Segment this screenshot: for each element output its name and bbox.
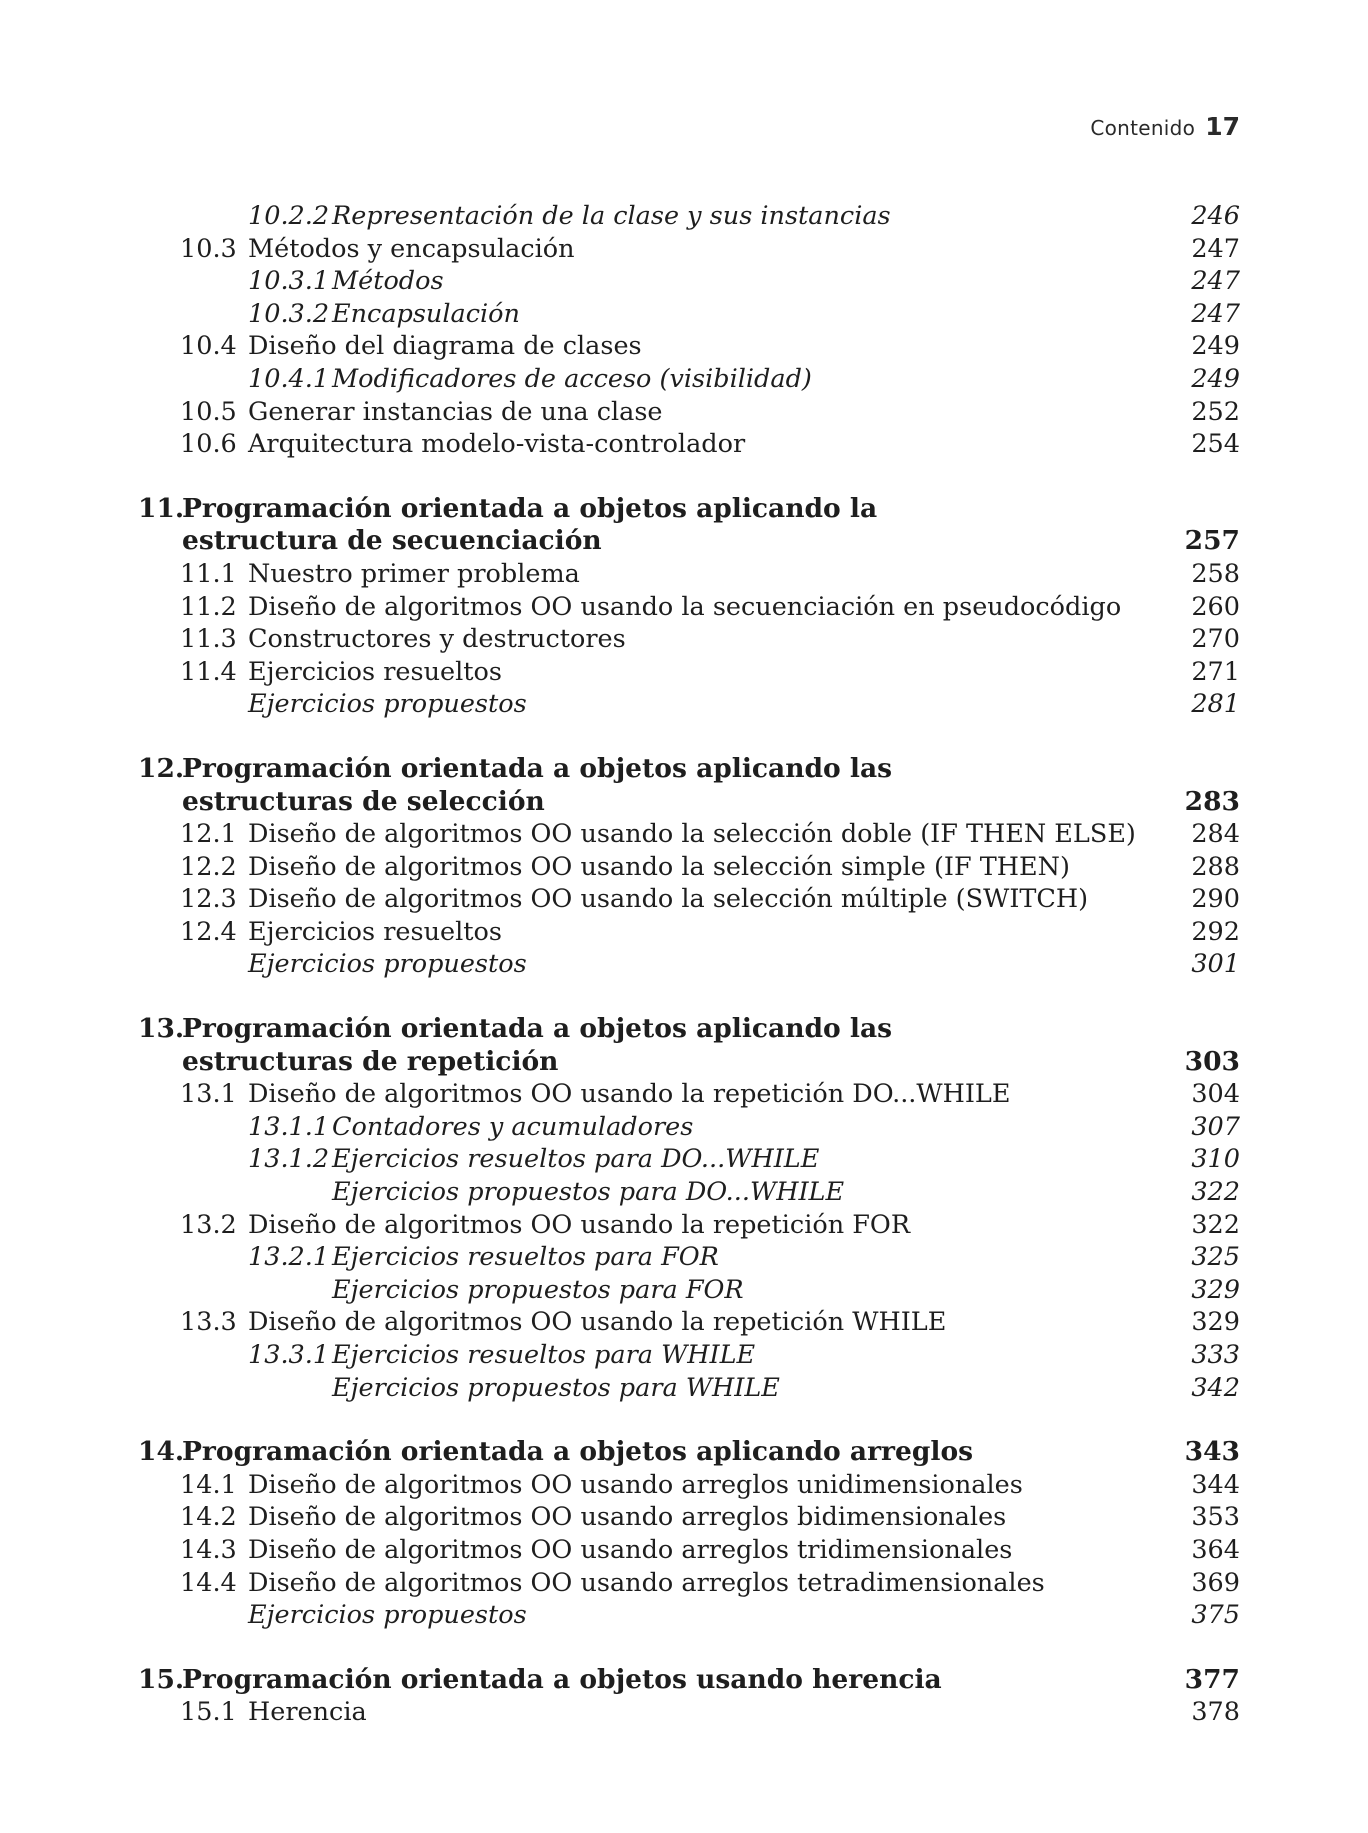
toc-entry[interactable] (0, 688, 1368, 721)
toc-entry[interactable] (0, 1372, 1368, 1405)
entry-title: Diseño de algoritmos OO usando la selección simple (IF THEN) (248, 851, 1070, 882)
chapter-entry[interactable] (0, 525, 1368, 558)
entry-number: 12.1 (180, 819, 237, 850)
entry-page-number: 260 (1191, 591, 1240, 622)
entry-title: Ejercicios propuestos para WHILE (332, 1372, 780, 1403)
entry-page-number: 247 (1191, 233, 1240, 264)
entry-title: Contadores y acumuladores (332, 1111, 694, 1142)
entry-page-number: 288 (1191, 851, 1240, 882)
toc-entry[interactable] (0, 330, 1368, 363)
entry-number: 10.3 (180, 233, 237, 264)
toc-entry[interactable] (0, 1469, 1368, 1502)
entry-title: Ejercicios propuestos (248, 689, 527, 720)
entry-title: Encapsulación (332, 298, 520, 329)
entry-number: 10.3.1 (248, 266, 330, 297)
section-gap (0, 1404, 1368, 1436)
chapter-entry[interactable] (0, 1046, 1368, 1079)
toc-entry[interactable] (0, 948, 1368, 981)
entry-page-number: 344 (1191, 1469, 1240, 1500)
entry-page-number: 258 (1191, 558, 1240, 589)
entry-title: estructura de secuenciación (182, 525, 602, 557)
entry-page-number: 342 (1191, 1372, 1240, 1403)
entry-title: Ejercicios propuestos para DO...WHILE (332, 1177, 845, 1208)
entry-page-number: 333 (1191, 1340, 1240, 1370)
entry-page-number: 247 (1191, 298, 1240, 329)
running-header (1090, 112, 1240, 141)
entry-title: Ejercicios propuestos para FOR (332, 1274, 744, 1305)
entry-number: 12.3 (180, 884, 237, 915)
entry-page-number: 247 (1191, 266, 1240, 297)
entry-title: Diseño de algoritmos OO usando arreglos unidimensionales (248, 1469, 1023, 1500)
entry-title: Programación orientada a objetos aplicando las (182, 1013, 893, 1045)
entry-title: Ejercicios resueltos (248, 656, 502, 687)
chapter-entry[interactable] (0, 493, 1368, 526)
entry-number: 12.4 (180, 916, 237, 947)
toc-entry[interactable] (0, 1111, 1368, 1144)
toc-entry[interactable] (0, 818, 1368, 851)
entry-title: Ejercicios propuestos (248, 1600, 527, 1631)
entry-page-number: 353 (1191, 1502, 1240, 1533)
entry-title: Herencia (248, 1697, 367, 1728)
entry-number: 11.4 (180, 656, 237, 687)
toc-entry[interactable] (0, 558, 1368, 591)
toc-entry[interactable] (0, 623, 1368, 656)
entry-page-number: 270 (1191, 624, 1240, 655)
entry-number: 11.1 (180, 558, 237, 589)
entry-title: Representación de la clase y sus instancias (332, 201, 891, 231)
chapter-entry[interactable] (0, 1436, 1368, 1469)
entry-title: Métodos y encapsulación (248, 233, 575, 264)
entry-number: 13.1.2 (248, 1144, 330, 1175)
entry-title: Programación orientada a objetos aplicando la (182, 492, 878, 524)
entry-page-number: 249 (1191, 331, 1240, 362)
section-gap (0, 1632, 1368, 1664)
table-of-contents (0, 200, 1368, 1729)
entry-number: 10.4 (180, 331, 237, 362)
entry-page-number: 378 (1191, 1697, 1240, 1728)
entry-title: Ejercicios resueltos para FOR (332, 1242, 719, 1273)
section-gap (0, 721, 1368, 753)
entry-number: 13.3 (180, 1307, 237, 1338)
chapter-entry[interactable] (0, 753, 1368, 786)
entry-number: 12. (138, 752, 185, 784)
entry-title: Diseño de algoritmos OO usando arreglos tridimensionales (248, 1534, 1013, 1565)
entry-number: 10.2.2 (248, 201, 330, 231)
entry-number: 10.4.1 (248, 363, 330, 394)
section-gap (0, 981, 1368, 1013)
entry-number: 10.6 (180, 429, 237, 460)
entry-number: 13. (138, 1013, 185, 1045)
toc-entry[interactable] (0, 1501, 1368, 1534)
entry-title: estructuras de selección (182, 785, 545, 817)
entry-number: 14.1 (180, 1469, 237, 1500)
entry-page-number: 290 (1191, 884, 1240, 915)
entry-page-number: 246 (1191, 201, 1240, 231)
toc-entry[interactable] (0, 916, 1368, 949)
entry-page-number: 329 (1191, 1307, 1240, 1338)
entry-page-number: 343 (1184, 1436, 1240, 1468)
header-page-number: 17 (1205, 112, 1240, 141)
toc-entry[interactable] (0, 1143, 1368, 1176)
entry-title: Modificadores de acceso (visibilidad) (332, 363, 812, 394)
entry-page-number: 301 (1191, 949, 1240, 980)
entry-title: Diseño de algoritmos OO usando la secuenciación en pseudocódigo (248, 591, 1122, 622)
toc-entry[interactable] (0, 1339, 1368, 1372)
entry-title: Ejercicios resueltos para WHILE (332, 1340, 756, 1370)
toc-entry[interactable] (0, 1274, 1368, 1307)
toc-entry[interactable] (0, 591, 1368, 624)
toc-entry[interactable] (0, 851, 1368, 884)
entry-page-number: 329 (1191, 1274, 1240, 1305)
entry-title: Diseño de algoritmos OO usando la repetición FOR (248, 1209, 911, 1240)
entry-page-number: 281 (1191, 689, 1240, 720)
section-gap (0, 461, 1368, 493)
entry-page-number: 249 (1191, 363, 1240, 394)
entry-number: 13.2 (180, 1209, 237, 1240)
entry-title: Arquitectura modelo-vista-controlador (248, 429, 746, 460)
entry-number: 11.3 (180, 624, 237, 655)
chapter-entry[interactable] (0, 786, 1368, 819)
toc-entry[interactable] (0, 200, 1368, 233)
toc-entry[interactable] (0, 1176, 1368, 1209)
entry-title: Programación orientada a objetos aplicando las (182, 752, 893, 784)
toc-entry[interactable] (0, 298, 1368, 331)
entry-page-number: 325 (1191, 1242, 1240, 1273)
entry-page-number: 257 (1184, 525, 1240, 557)
entry-page-number: 283 (1184, 785, 1240, 817)
entry-title: Constructores y destructores (248, 624, 626, 655)
entry-page-number: 310 (1191, 1144, 1240, 1175)
entry-page-number: 369 (1191, 1567, 1240, 1598)
toc-entry[interactable] (0, 1078, 1368, 1111)
entry-page-number: 254 (1191, 429, 1240, 460)
entry-title: Programación orientada a objetos aplicando arreglos (182, 1436, 974, 1468)
entry-page-number: 303 (1184, 1045, 1240, 1077)
entry-page-number: 322 (1191, 1177, 1240, 1208)
entry-number: 13.3.1 (248, 1340, 330, 1370)
entry-page-number: 252 (1191, 396, 1240, 427)
entry-title: Ejercicios propuestos (248, 949, 527, 980)
entry-number: 10.5 (180, 396, 237, 427)
entry-title: Ejercicios resueltos (248, 916, 502, 947)
entry-title: Diseño de algoritmos OO usando la selección doble (IF THEN ELSE) (248, 819, 1136, 850)
entry-page-number: 364 (1191, 1534, 1240, 1565)
entry-page-number: 292 (1191, 916, 1240, 947)
header-section-title: Contenido (1090, 116, 1196, 140)
entry-page-number: 304 (1191, 1079, 1240, 1110)
entry-title: Diseño de algoritmos OO usando la selección múltiple (SWITCH) (248, 884, 1089, 915)
entry-title: Diseño de algoritmos OO usando la repetición WHILE (248, 1307, 947, 1338)
toc-entry[interactable] (0, 265, 1368, 298)
entry-page-number: 271 (1191, 656, 1240, 687)
entry-number: 15.1 (180, 1697, 237, 1728)
entry-number: 14.3 (180, 1534, 237, 1565)
toc-entry[interactable] (0, 233, 1368, 266)
toc-entry[interactable] (0, 883, 1368, 916)
entry-title: estructuras de repetición (182, 1045, 559, 1077)
toc-entry[interactable] (0, 428, 1368, 461)
entry-title: Diseño del diagrama de clases (248, 331, 642, 362)
toc-entry[interactable] (0, 656, 1368, 689)
entry-page-number: 377 (1184, 1663, 1240, 1695)
entry-title: Ejercicios resueltos para DO...WHILE (332, 1144, 820, 1175)
entry-number: 14.4 (180, 1567, 237, 1598)
entry-title: Métodos (332, 266, 444, 297)
entry-number: 12.2 (180, 851, 237, 882)
entry-title: Diseño de algoritmos OO usando la repetición DO...WHILE (248, 1079, 1011, 1110)
entry-page-number: 307 (1191, 1111, 1240, 1142)
toc-entry[interactable] (0, 1306, 1368, 1339)
entry-page-number: 375 (1191, 1600, 1240, 1631)
toc-entry[interactable] (0, 396, 1368, 429)
toc-entry[interactable] (0, 1534, 1368, 1567)
entry-number: 11. (138, 492, 185, 524)
toc-entry[interactable] (0, 1567, 1368, 1600)
entry-title: Generar instancias de una clase (248, 396, 663, 427)
entry-number: 14.2 (180, 1502, 237, 1533)
entry-page-number: 284 (1191, 819, 1240, 850)
entry-number: 10.3.2 (248, 298, 330, 329)
entry-title: Diseño de algoritmos OO usando arreglos bidimensionales (248, 1502, 1007, 1533)
entry-number: 13.2.1 (248, 1242, 330, 1273)
chapter-entry[interactable] (0, 1664, 1368, 1697)
entry-title: Diseño de algoritmos OO usando arreglos tetradimensionales (248, 1567, 1045, 1598)
toc-entry[interactable] (0, 1241, 1368, 1274)
entry-number: 15. (138, 1663, 185, 1695)
entry-page-number: 322 (1191, 1209, 1240, 1240)
entry-title: Nuestro primer problema (248, 558, 580, 589)
entry-number: 11.2 (180, 591, 237, 622)
entry-title: Programación orientada a objetos usando herencia (182, 1663, 942, 1695)
entry-number: 13.1.1 (248, 1111, 330, 1142)
chapter-entry[interactable] (0, 1013, 1368, 1046)
toc-entry[interactable] (0, 363, 1368, 396)
entry-number: 14. (138, 1436, 185, 1468)
toc-entry[interactable] (0, 1696, 1368, 1729)
toc-entry[interactable] (0, 1209, 1368, 1242)
toc-entry[interactable] (0, 1599, 1368, 1632)
entry-number: 13.1 (180, 1079, 237, 1110)
